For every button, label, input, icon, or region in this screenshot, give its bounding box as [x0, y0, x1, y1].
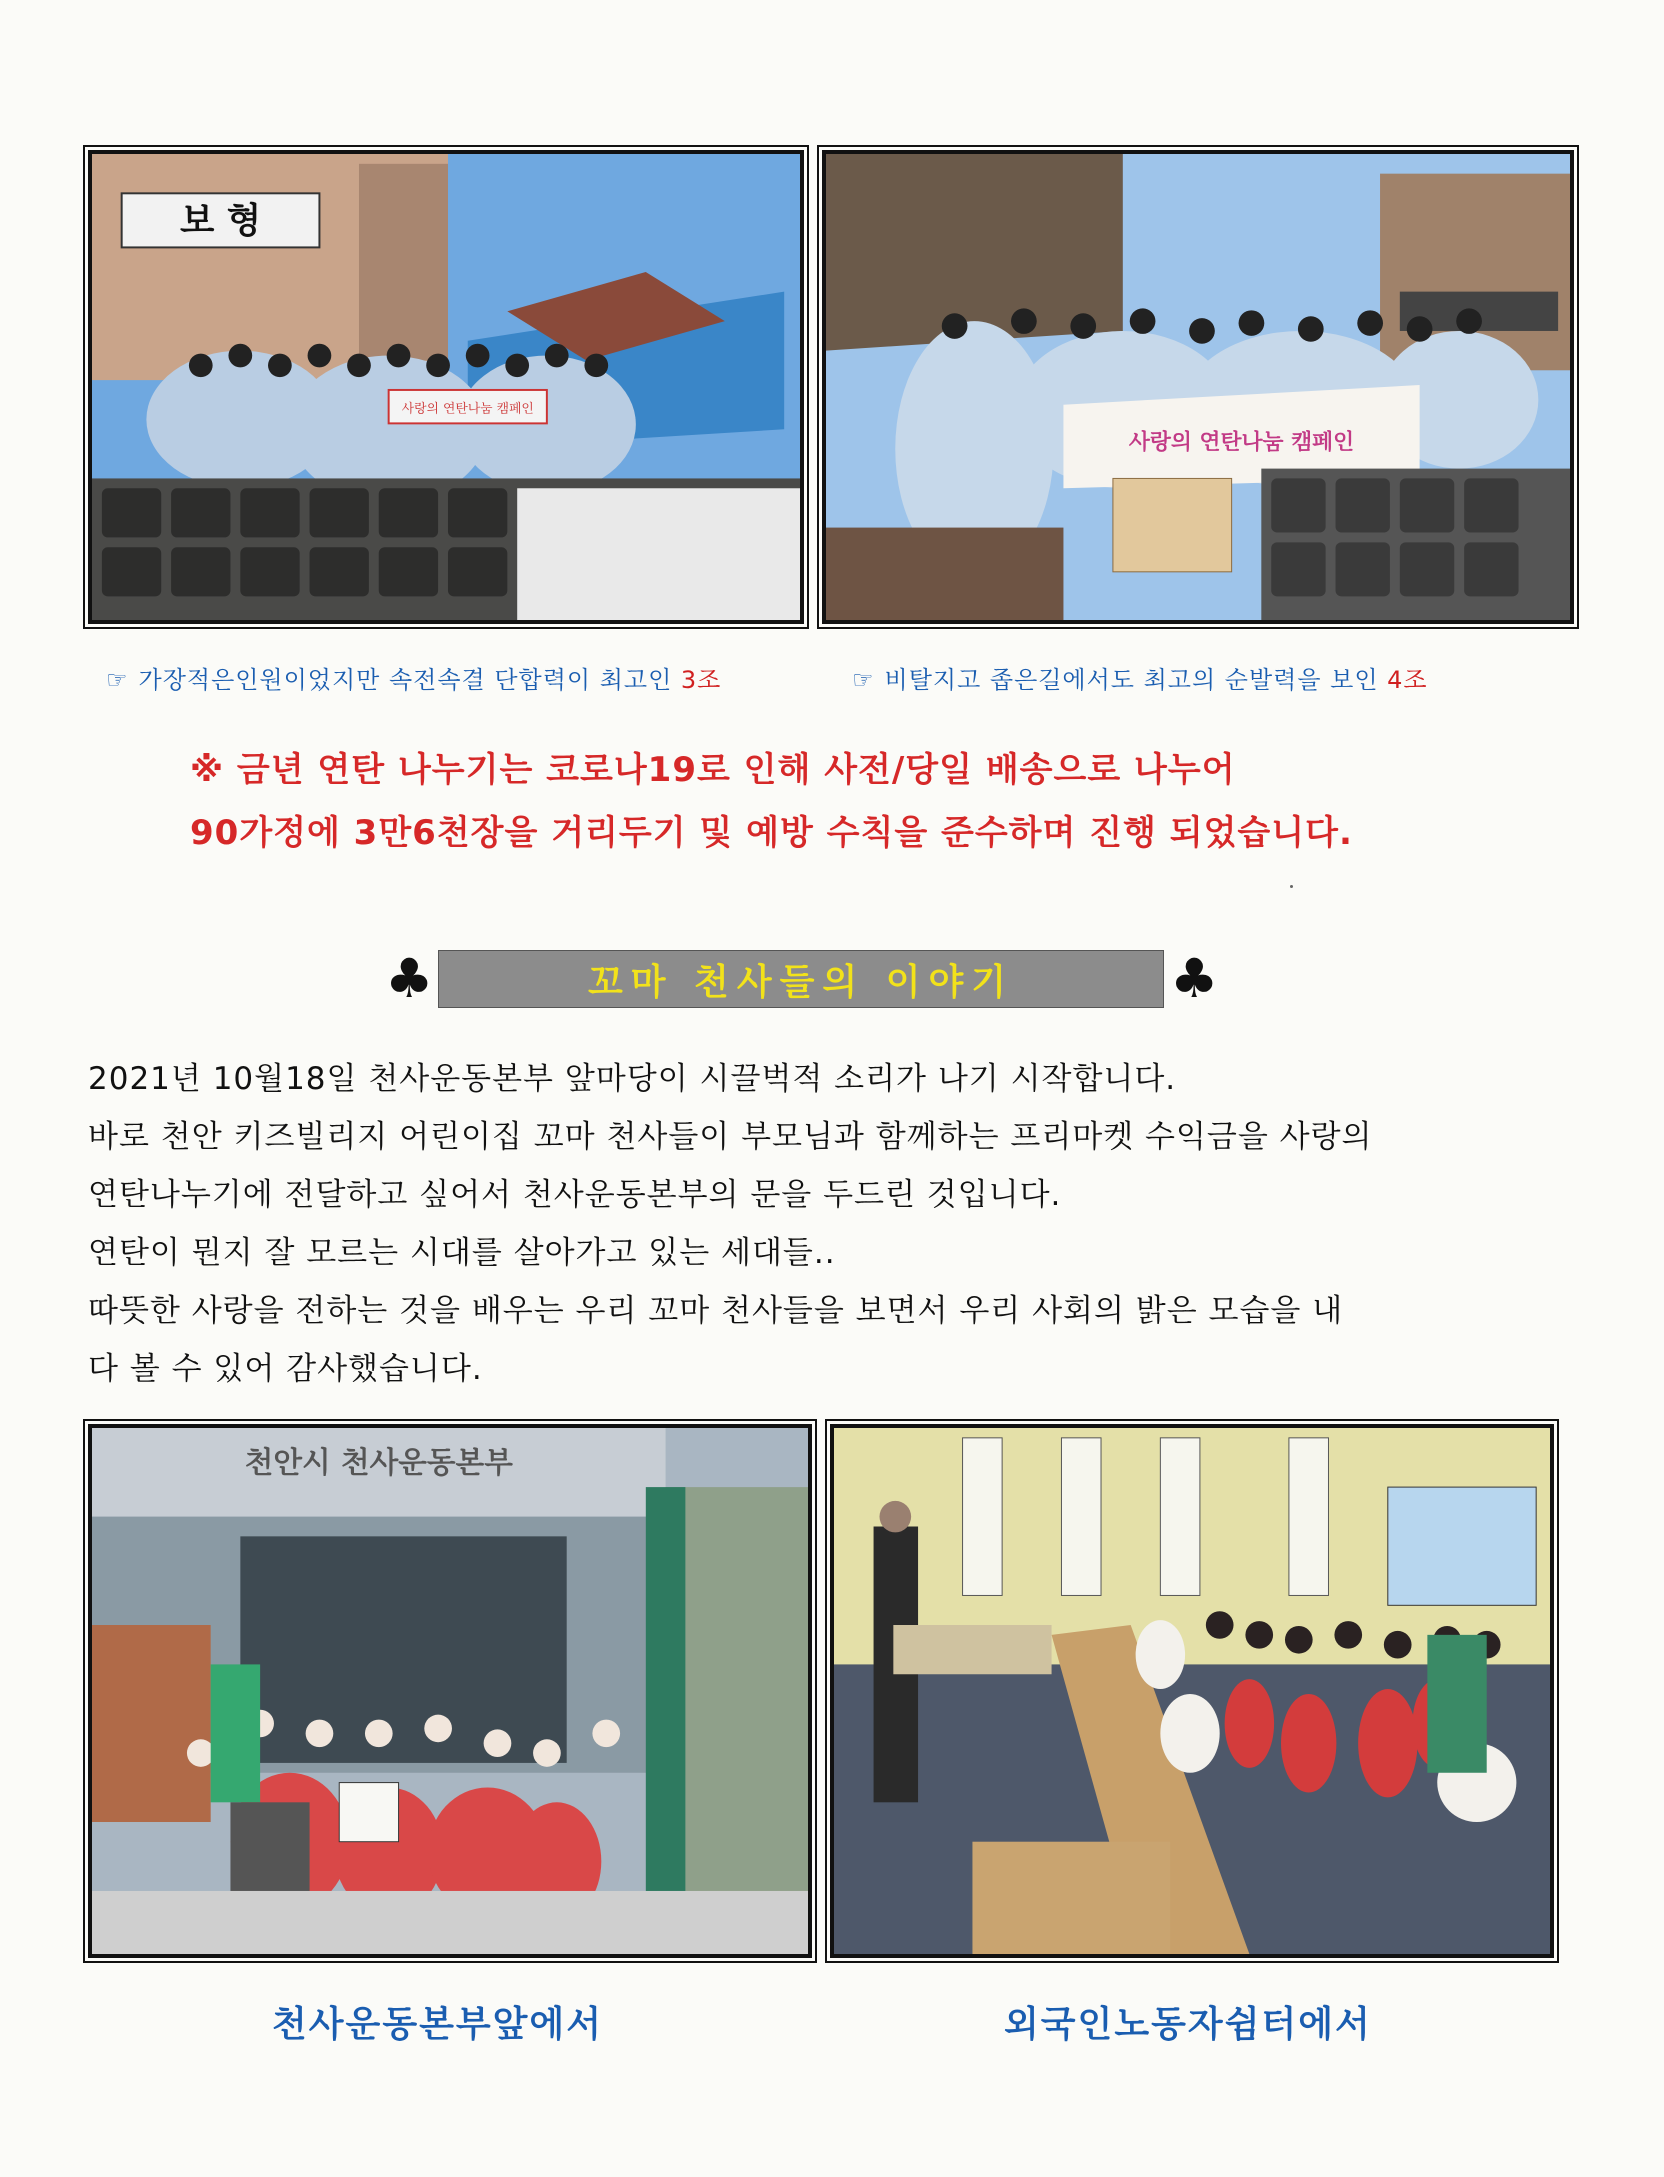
photo-children-at-worker-shelter	[830, 1424, 1554, 1958]
story-line: 바로 천안 키즈빌리지 어린이집 꼬마 천사들이 부모님과 함께하는 프리마켓 수익금을 사랑의	[88, 1119, 1373, 1155]
caption-text: 가장적은인원이었지만 속전속결 단합력이 최고인	[138, 666, 681, 694]
story-line: 연탄나누기에 전달하고 싶어서 천사운동본부의 문을 두드린 것입니다.	[88, 1177, 1062, 1213]
pointing-hand-icon: ☞	[106, 666, 129, 694]
section-title: 꼬마 천사들의 이야기	[587, 961, 1015, 1003]
caption-group: 4조	[1387, 666, 1428, 694]
caption-group: 3조	[680, 666, 722, 694]
shop-sign-text: 보 형	[179, 200, 262, 242]
story-line: 연탄이 뭔지 잘 모르는 시대를 살아가고 있는 세대들..	[88, 1235, 836, 1271]
notice-line-2: 90가정에 3만6천장을 거리두기 및 예방 수칙을 준수하며 진행 되었습니다.	[190, 813, 1353, 853]
caption-team-4	[852, 660, 1428, 695]
section-title-bar	[438, 950, 1164, 1008]
club-icon: ♣	[1170, 947, 1219, 1010]
notice-line-1: ※ 금년 연탄 나누기는 코로나19로 인해 사전/당일 배송으로 나누어	[190, 750, 1236, 790]
banner-text: 사랑의 연탄나눔 캠페인	[1128, 429, 1355, 455]
pointing-hand-icon: ☞	[852, 666, 875, 694]
club-icon: ♣	[385, 947, 434, 1010]
building-sign-text: 천안시 천사운동본부	[244, 1445, 513, 1480]
banner-text: 사랑의 연탄나눔 캠페인	[401, 401, 534, 417]
photo-briquette-team-4	[822, 150, 1574, 624]
story-line: 다 볼 수 있어 감사했습니다.	[88, 1351, 483, 1387]
caption-text: 비탈지고 좁은길에서도 최고의 순발력을 보인	[884, 666, 1388, 694]
caption-headquarters: 천사운동본부앞에서	[272, 2004, 603, 2045]
story-line: 따뜻한 사랑을 전하는 것을 배우는 우리 꼬마 천사들을 보면서 우리 사회의 밝은 모습을 내	[88, 1293, 1344, 1329]
photo-briquette-team-3	[88, 150, 804, 624]
story-text	[88, 1050, 1588, 1398]
caption-team-3	[106, 660, 721, 695]
photo-children-at-headquarters	[88, 1424, 812, 1958]
caption-worker-shelter: 외국인노동자쉼터에서	[1004, 2004, 1372, 2045]
story-line: 2021년 10월18일 천사운동본부 앞마당이 시끌벅적 소리가 나기 시작합니다.	[88, 1061, 1177, 1097]
